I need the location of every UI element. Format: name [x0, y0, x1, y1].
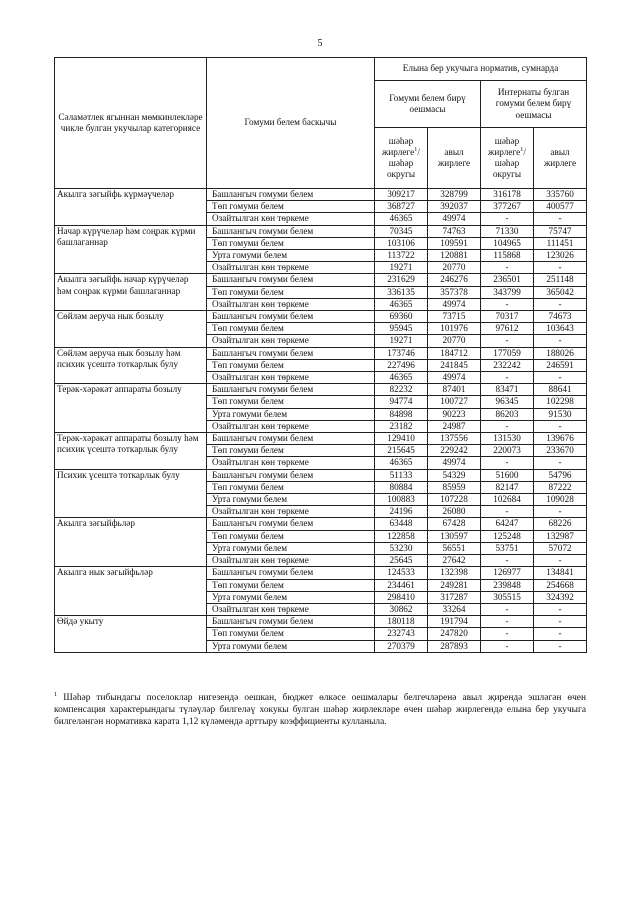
- header-urban-text2: / шәһәр округы: [492, 147, 526, 179]
- header-level: Гомуми белем баскычы: [207, 58, 375, 189]
- category-cell: Терәк-хәрәкәт аппараты бозылу: [55, 384, 207, 433]
- header-normative: Елына бер укучыга норматив, сумнарда: [375, 58, 587, 81]
- value-cell: 130597: [428, 530, 481, 542]
- value-cell: 51133: [375, 469, 428, 481]
- level-cell: Урта гомуми белем: [207, 250, 375, 262]
- category-cell: Сөйләм аеруча нык бозылу һәм психик үсештә тоткарлык булу: [55, 347, 207, 384]
- value-cell: 100883: [375, 494, 428, 506]
- value-cell: 46365: [375, 372, 428, 384]
- footnote-ref: 1: [520, 145, 524, 153]
- value-cell: 96345: [481, 396, 534, 408]
- value-cell: 23182: [375, 420, 428, 432]
- table-row: [55, 469, 587, 481]
- value-cell: -: [481, 616, 534, 628]
- table-row: [55, 274, 587, 286]
- header-category: Сәламәтлек ягыннан мөмкинлекләре чикле булган укучылар категориясе: [55, 58, 207, 189]
- table-row: [55, 518, 587, 530]
- table-row: [55, 311, 587, 323]
- value-cell: 113722: [375, 250, 428, 262]
- value-cell: -: [534, 420, 587, 432]
- level-cell: Озайтылган көн төркеме: [207, 213, 375, 225]
- value-cell: 53230: [375, 542, 428, 554]
- level-cell: Башлангыч гомуми белем: [207, 225, 375, 237]
- value-cell: 184712: [428, 347, 481, 359]
- value-cell: 177059: [481, 347, 534, 359]
- value-cell: 101976: [428, 323, 481, 335]
- value-cell: 239848: [481, 579, 534, 591]
- level-cell: Озайтылган көн төркеме: [207, 506, 375, 518]
- value-cell: 19271: [375, 262, 428, 274]
- footnote-marker: 1: [54, 690, 58, 698]
- level-cell: Урта гомуми белем: [207, 542, 375, 554]
- value-cell: 69360: [375, 311, 428, 323]
- value-cell: -: [534, 298, 587, 310]
- level-cell: Урта гомуми белем: [207, 408, 375, 420]
- value-cell: 73715: [428, 311, 481, 323]
- footnote: [54, 690, 586, 728]
- value-cell: -: [534, 335, 587, 347]
- level-cell: Төп гомуми белем: [207, 286, 375, 298]
- header-urban-general: [375, 128, 428, 189]
- value-cell: 24987: [428, 420, 481, 432]
- value-cell: 95945: [375, 323, 428, 335]
- level-cell: Башлангыч гомуми белем: [207, 616, 375, 628]
- value-cell: 126977: [481, 567, 534, 579]
- value-cell: 232743: [375, 628, 428, 640]
- value-cell: 131530: [481, 433, 534, 445]
- category-cell: Акылга нык зәгыйфьләр: [55, 567, 207, 616]
- value-cell: 70345: [375, 225, 428, 237]
- value-cell: 103106: [375, 237, 428, 249]
- value-cell: 70317: [481, 311, 534, 323]
- value-cell: 120881: [428, 250, 481, 262]
- level-cell: Озайтылган көн төркеме: [207, 603, 375, 615]
- value-cell: 74673: [534, 311, 587, 323]
- value-cell: 249281: [428, 579, 481, 591]
- value-cell: 328799: [428, 189, 481, 201]
- value-cell: 232242: [481, 359, 534, 371]
- value-cell: 83471: [481, 384, 534, 396]
- level-cell: Башлангыч гомуми белем: [207, 469, 375, 481]
- value-cell: -: [481, 628, 534, 640]
- value-cell: 56551: [428, 542, 481, 554]
- level-cell: Башлангыч гомуми белем: [207, 274, 375, 286]
- header-rural-boarding: авыл жирлеге: [534, 128, 587, 189]
- value-cell: 236501: [481, 274, 534, 286]
- value-cell: 74763: [428, 225, 481, 237]
- value-cell: -: [534, 213, 587, 225]
- value-cell: 57072: [534, 542, 587, 554]
- value-cell: 51600: [481, 469, 534, 481]
- value-cell: 54796: [534, 469, 587, 481]
- value-cell: 246591: [534, 359, 587, 371]
- value-cell: 33264: [428, 603, 481, 615]
- value-cell: 122858: [375, 530, 428, 542]
- value-cell: 125248: [481, 530, 534, 542]
- value-cell: 115868: [481, 250, 534, 262]
- value-cell: 109591: [428, 237, 481, 249]
- category-cell: Начар күрүчеләр һәм соңрак күрми башлаганнар: [55, 225, 207, 274]
- level-cell: Урта гомуми белем: [207, 591, 375, 603]
- table-row: [55, 189, 587, 201]
- value-cell: 229242: [428, 445, 481, 457]
- value-cell: 215645: [375, 445, 428, 457]
- header-urban-boarding: [481, 128, 534, 189]
- level-cell: Төп гомуми белем: [207, 359, 375, 371]
- value-cell: 20770: [428, 262, 481, 274]
- level-cell: Башлангыч гомуми белем: [207, 567, 375, 579]
- level-cell: Төп гомуми белем: [207, 481, 375, 493]
- value-cell: 317287: [428, 591, 481, 603]
- value-cell: 188026: [534, 347, 587, 359]
- level-cell: Озайтылган көн төркеме: [207, 335, 375, 347]
- value-cell: 54329: [428, 469, 481, 481]
- value-cell: 368727: [375, 201, 428, 213]
- level-cell: Озайтылган көн төркеме: [207, 298, 375, 310]
- header-boarding-school: Интернаты булган гомуми белем бирү оешмасы: [481, 81, 587, 128]
- value-cell: 84898: [375, 408, 428, 420]
- value-cell: 220073: [481, 445, 534, 457]
- value-cell: 49974: [428, 213, 481, 225]
- value-cell: 90223: [428, 408, 481, 420]
- value-cell: 102684: [481, 494, 534, 506]
- value-cell: -: [481, 420, 534, 432]
- value-cell: 46365: [375, 213, 428, 225]
- value-cell: 75747: [534, 225, 587, 237]
- level-cell: Төп гомуми белем: [207, 445, 375, 457]
- value-cell: 103643: [534, 323, 587, 335]
- value-cell: 53751: [481, 542, 534, 554]
- level-cell: Башлангыч гомуми белем: [207, 311, 375, 323]
- value-cell: 100727: [428, 396, 481, 408]
- category-cell: Терәк-хәрәкәт аппараты бозылу һәм психик үсештә тоткарлык булу: [55, 433, 207, 470]
- level-cell: Төп гомуми белем: [207, 579, 375, 591]
- level-cell: Төп гомуми белем: [207, 201, 375, 213]
- value-cell: 107228: [428, 494, 481, 506]
- value-cell: -: [481, 372, 534, 384]
- value-cell: 324392: [534, 591, 587, 603]
- footnote-ref: 1: [414, 145, 418, 153]
- level-cell: Озайтылган көн төркеме: [207, 372, 375, 384]
- value-cell: 49974: [428, 298, 481, 310]
- value-cell: -: [481, 335, 534, 347]
- value-cell: 129410: [375, 433, 428, 445]
- value-cell: 400577: [534, 201, 587, 213]
- value-cell: 111451: [534, 237, 587, 249]
- table-row: [55, 433, 587, 445]
- value-cell: 377267: [481, 201, 534, 213]
- category-cell: Акылга зәгыйфь күрмәүчеләр: [55, 189, 207, 226]
- value-cell: 139676: [534, 433, 587, 445]
- table-row: [55, 225, 587, 237]
- value-cell: 241845: [428, 359, 481, 371]
- value-cell: 87222: [534, 481, 587, 493]
- value-cell: 71330: [481, 225, 534, 237]
- value-cell: 357378: [428, 286, 481, 298]
- value-cell: 309217: [375, 189, 428, 201]
- value-cell: 180118: [375, 616, 428, 628]
- value-cell: 247820: [428, 628, 481, 640]
- normatives-table: [54, 57, 587, 653]
- value-cell: 30862: [375, 603, 428, 615]
- category-cell: Сөйләм аеруча нык бозылу: [55, 311, 207, 348]
- value-cell: 234461: [375, 579, 428, 591]
- level-cell: Төп гомуми белем: [207, 396, 375, 408]
- page-number: 5: [317, 38, 323, 49]
- value-cell: 287893: [428, 640, 481, 652]
- value-cell: 336135: [375, 286, 428, 298]
- table-row: [55, 384, 587, 396]
- value-cell: 124533: [375, 567, 428, 579]
- value-cell: 254668: [534, 579, 587, 591]
- value-cell: 104965: [481, 237, 534, 249]
- value-cell: 97612: [481, 323, 534, 335]
- value-cell: -: [534, 616, 587, 628]
- level-cell: Урта гомуми белем: [207, 494, 375, 506]
- value-cell: 19271: [375, 335, 428, 347]
- value-cell: 68226: [534, 518, 587, 530]
- level-cell: Озайтылган көн төркеме: [207, 262, 375, 274]
- value-cell: 231629: [375, 274, 428, 286]
- category-cell: Өйдә укыту: [55, 616, 207, 653]
- level-cell: Озайтылган көн төркеме: [207, 420, 375, 432]
- value-cell: 233670: [534, 445, 587, 457]
- value-cell: 94774: [375, 396, 428, 408]
- level-cell: Озайтылган көн төркеме: [207, 555, 375, 567]
- value-cell: -: [534, 457, 587, 469]
- value-cell: 173746: [375, 347, 428, 359]
- value-cell: -: [534, 603, 587, 615]
- value-cell: 270379: [375, 640, 428, 652]
- value-cell: -: [481, 298, 534, 310]
- value-cell: 24196: [375, 506, 428, 518]
- value-cell: -: [534, 506, 587, 518]
- header-urban-text2: / шәһәр округы: [386, 147, 420, 179]
- value-cell: 49974: [428, 372, 481, 384]
- value-cell: 82232: [375, 384, 428, 396]
- level-cell: Төп гомуми белем: [207, 530, 375, 542]
- value-cell: 191794: [428, 616, 481, 628]
- value-cell: -: [534, 628, 587, 640]
- value-cell: 102298: [534, 396, 587, 408]
- value-cell: 20770: [428, 335, 481, 347]
- value-cell: 132398: [428, 567, 481, 579]
- level-cell: Төп гомуми белем: [207, 323, 375, 335]
- table-row: [55, 567, 587, 579]
- level-cell: Башлангыч гомуми белем: [207, 347, 375, 359]
- value-cell: -: [534, 372, 587, 384]
- value-cell: 305515: [481, 591, 534, 603]
- value-cell: -: [481, 506, 534, 518]
- value-cell: -: [481, 262, 534, 274]
- level-cell: Башлангыч гомуми белем: [207, 518, 375, 530]
- level-cell: Башлангыч гомуми белем: [207, 384, 375, 396]
- value-cell: 87401: [428, 384, 481, 396]
- table-body: [55, 189, 587, 653]
- level-cell: Башлангыч гомуми белем: [207, 189, 375, 201]
- category-cell: Психик үсештә тоткарлык булу: [55, 469, 207, 518]
- value-cell: 88641: [534, 384, 587, 396]
- table-row: [55, 616, 587, 628]
- value-cell: 63448: [375, 518, 428, 530]
- header-urban-text: шәһәр жирлеге: [488, 136, 521, 157]
- level-cell: Төп гомуми белем: [207, 237, 375, 249]
- value-cell: 67428: [428, 518, 481, 530]
- value-cell: -: [481, 213, 534, 225]
- value-cell: 46365: [375, 298, 428, 310]
- value-cell: 316178: [481, 189, 534, 201]
- value-cell: 132987: [534, 530, 587, 542]
- value-cell: 123026: [534, 250, 587, 262]
- value-cell: 246276: [428, 274, 481, 286]
- value-cell: 343799: [481, 286, 534, 298]
- table-row: [55, 347, 587, 359]
- value-cell: 109028: [534, 494, 587, 506]
- value-cell: 86203: [481, 408, 534, 420]
- category-cell: Акылга зәгыйфьләр: [55, 518, 207, 567]
- value-cell: -: [481, 640, 534, 652]
- value-cell: -: [481, 457, 534, 469]
- value-cell: -: [481, 603, 534, 615]
- value-cell: -: [481, 555, 534, 567]
- value-cell: 251148: [534, 274, 587, 286]
- category-cell: Акылга зәгыйфь начар күрүчеләр һәм соңрак күрми башлаганнар: [55, 274, 207, 311]
- value-cell: -: [534, 640, 587, 652]
- value-cell: 392037: [428, 201, 481, 213]
- level-cell: Урта гомуми белем: [207, 640, 375, 652]
- value-cell: 26080: [428, 506, 481, 518]
- level-cell: Башлангыч гомуми белем: [207, 433, 375, 445]
- value-cell: -: [534, 555, 587, 567]
- value-cell: 298410: [375, 591, 428, 603]
- footnote-text: Шәһәр тибындагы поселоклар нигезендә оешкан, бюджет өлкәсе оешмалары белгечләренә авыл җирендә эшләгән өчен компенсация характерындагы түләүләр билгеләү хокукы булган шәһәр жирлекләре өчен шәһәр жирлегендә елына бер укучыга билгеләнгән нормативка карата 1,12 күләмендә арттыру коэффициенты кулланыла.: [54, 693, 586, 727]
- value-cell: 82147: [481, 481, 534, 493]
- value-cell: 335760: [534, 189, 587, 201]
- value-cell: 27642: [428, 555, 481, 567]
- level-cell: Озайтылган көн төркеме: [207, 457, 375, 469]
- header-urban-text: шәһәр жирлеге: [382, 136, 415, 157]
- value-cell: 64247: [481, 518, 534, 530]
- header-general-school: Гомуми белем бирү оешмасы: [375, 81, 481, 128]
- value-cell: 80884: [375, 481, 428, 493]
- value-cell: -: [534, 262, 587, 274]
- level-cell: Төп гомуми белем: [207, 628, 375, 640]
- value-cell: 227496: [375, 359, 428, 371]
- value-cell: 134841: [534, 567, 587, 579]
- value-cell: 91530: [534, 408, 587, 420]
- value-cell: 137556: [428, 433, 481, 445]
- value-cell: 49974: [428, 457, 481, 469]
- value-cell: 25645: [375, 555, 428, 567]
- value-cell: 46365: [375, 457, 428, 469]
- value-cell: 85959: [428, 481, 481, 493]
- value-cell: 365042: [534, 286, 587, 298]
- header-rural-general: авыл жирлеге: [428, 128, 481, 189]
